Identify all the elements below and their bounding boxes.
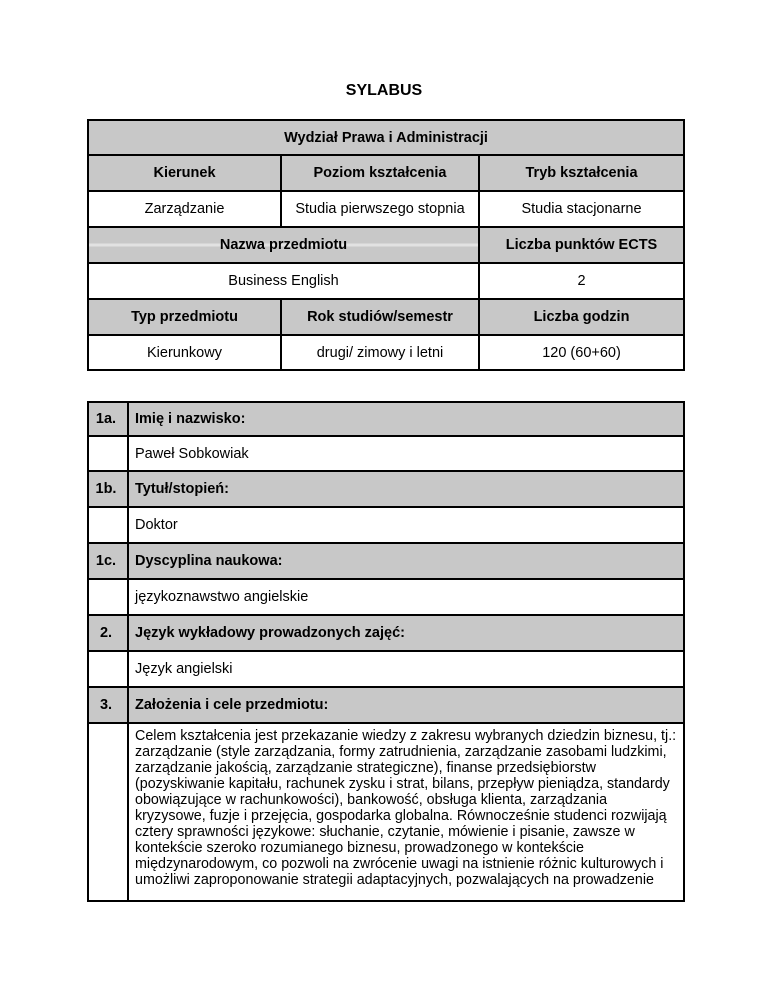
header-subject-name: Nazwa przedmiotu (88, 227, 479, 263)
empty-cell (88, 579, 128, 615)
section-value: Paweł Sobkowiak (128, 436, 684, 471)
value-hours: 120 (60+60) (479, 335, 684, 370)
section-number: 1c. (88, 543, 128, 579)
empty-cell (88, 651, 128, 687)
header-ects: Liczba punktów ECTS (479, 227, 684, 263)
course-info-table (87, 119, 685, 371)
faculty-name: Wydział Prawa i Administracji (88, 120, 684, 155)
section-number: 2. (88, 615, 128, 651)
value-field: Zarządzanie (88, 191, 281, 227)
value-year-semester: drugi/ zimowy i letni (281, 335, 479, 370)
section-label: Język wykładowy prowadzonych zajęć: (128, 615, 684, 651)
section-value: Język angielski (128, 651, 684, 687)
header-level: Poziom kształcenia (281, 155, 479, 191)
header-hours: Liczba godzin (479, 299, 684, 335)
header-subject-type: Typ przedmiotu (88, 299, 281, 335)
value-subject-name: Business English (88, 263, 479, 299)
value-level: Studia pierwszego stopnia (281, 191, 479, 227)
syllabus-details-table (87, 401, 685, 902)
section-number: 1b. (88, 471, 128, 507)
document-title: SYLABUS (345, 82, 423, 99)
header-year-semester: Rok studiów/semestr (281, 299, 479, 335)
value-mode: Studia stacjonarne (479, 191, 684, 227)
section-number: 3. (88, 687, 128, 723)
value-subject-type: Kierunkowy (88, 335, 281, 370)
header-field: Kierunek (88, 155, 281, 191)
section-number: 1a. (88, 402, 128, 436)
section-label: Tytuł/stopień: (128, 471, 684, 507)
value-ects: 2 (479, 263, 684, 299)
section-label: Dyscyplina naukowa: (128, 543, 684, 579)
empty-cell (88, 723, 128, 901)
section-label: Założenia i cele przedmiotu: (128, 687, 684, 723)
section-value: językoznawstwo angielskie (128, 579, 684, 615)
section-label: Imię i nazwisko: (128, 402, 684, 436)
header-mode: Tryb kształcenia (479, 155, 684, 191)
section-value-long: Celem kształcenia jest przekazanie wiedzy z zakresu wybranych dziedzin biznesu, tj.: zarządzanie (style zarządzania, formy zatrudnienia, zarządzanie zasobami ludzkimi, zarządzanie jakością, zarządzanie strategiczne), finanse przedsiębiorstw (pozyskiwanie kapitału, rachunek zysku i strat, bilans, przepływ pieniądza, standardy obowiązujące w rachunkowości), bankowość, obsługa klienta, zarządzania kryzysowe, fuzje i przejęcia, gospodarka globalna. Równocześnie studenci rozwijają cztery sprawności językowe: słuchanie, czytanie, mówienie i pisanie, zawsze w kontekście szeroko rozumianego biznesu, prowadzonego w kontekście międzynarodowym, co pozwoli na zwrócenie uwagi na istnienie różnic kulturowych i umożliwi zaproponowanie strategii adaptacyjnych, pozwalających na prowadzenie (128, 723, 684, 901)
empty-cell (88, 436, 128, 471)
empty-cell (88, 507, 128, 543)
section-value: Doktor (128, 507, 684, 543)
